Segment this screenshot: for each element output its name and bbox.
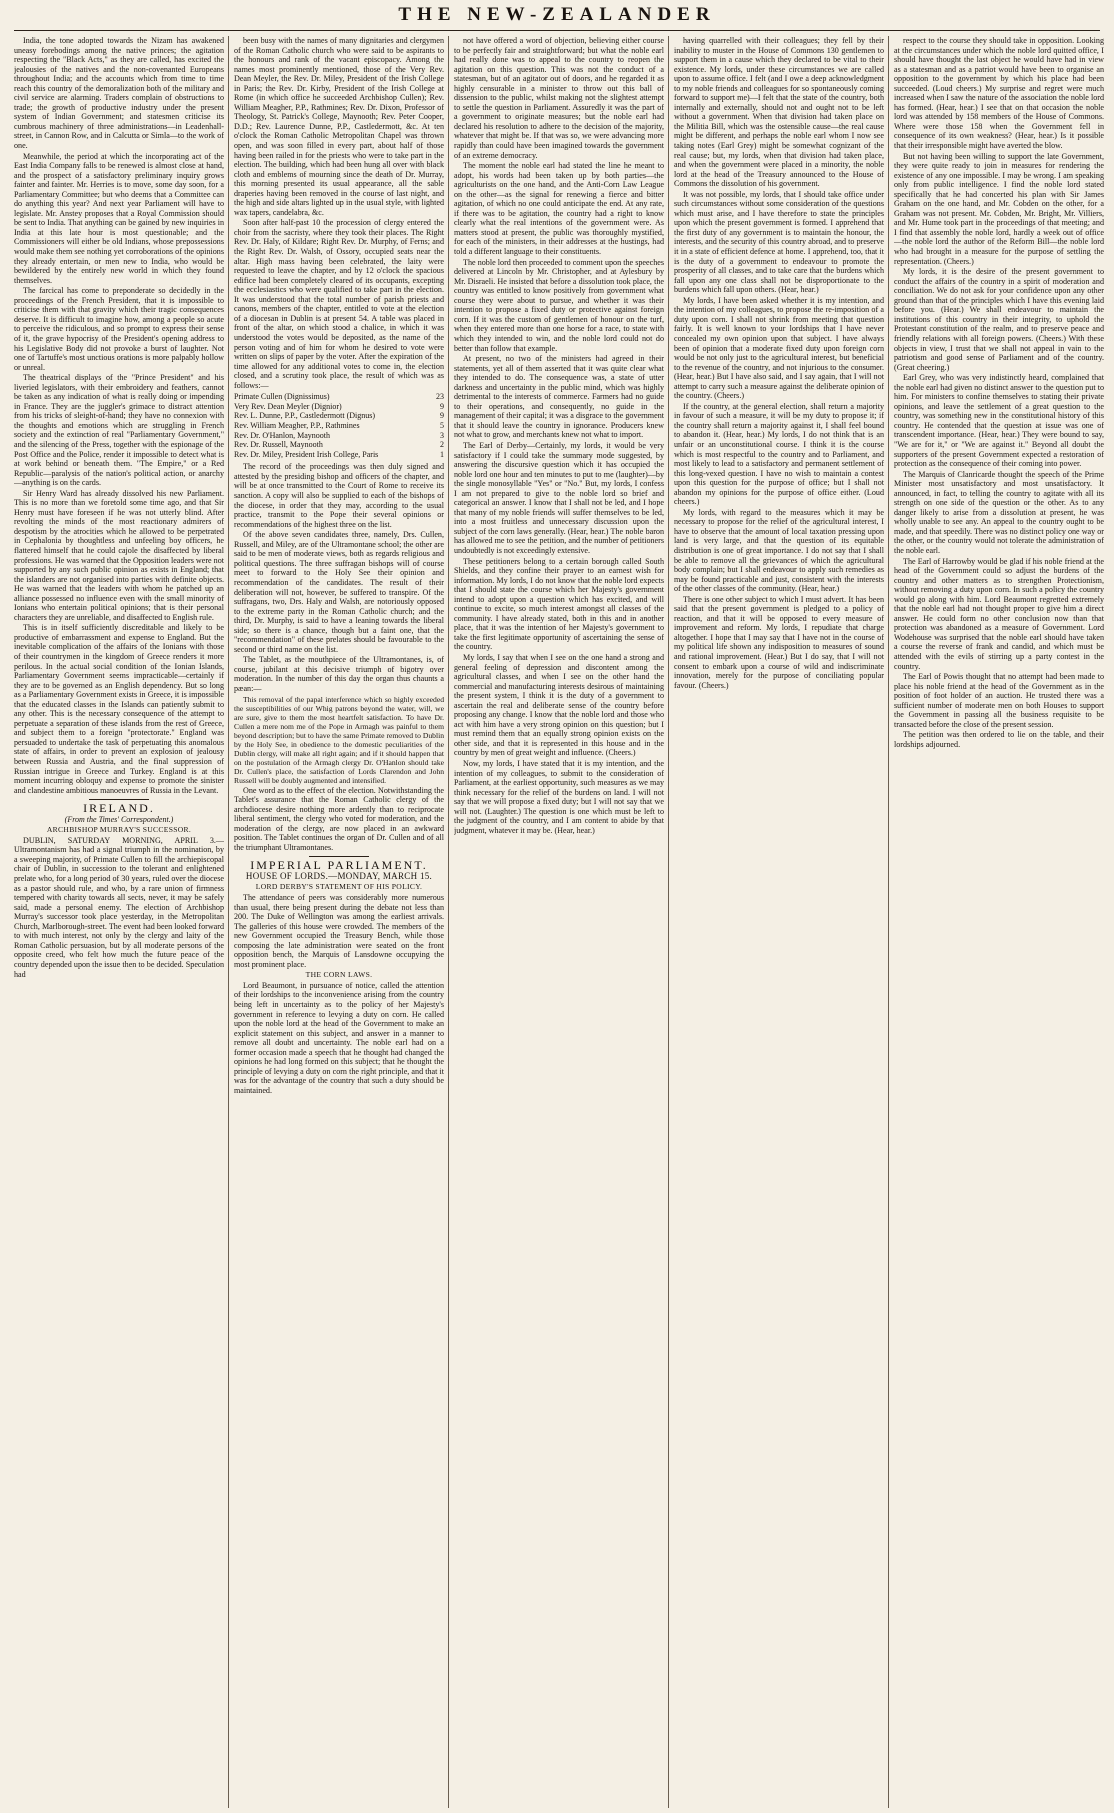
- article-paragraph: These petitioners belong to a certain borough called South Shields, and they confine their prayer to an earnest wish for information. My lords, I do not know that the noble lord expects that I should state the course which her Majesty's government intend to adopt upon a question which has excited, and will continue to excite, so much interest amongst all classes of the community. I have already stated, both in this and in another place, that it was the intention of her Majesty's government to take the first legitimate opportunity of ascertaining the sense of the country.: [454, 556, 664, 652]
- vote-count: 5: [440, 421, 444, 431]
- column-4: [674, 36, 884, 1806]
- article-paragraph: DUBLIN, SATURDAY MORNING, APRIL 3.—Ultramontanism has had a signal triumph in the nomination, by a sweeping majority, of Primate Cullen to fill the archiepiscopal chair of Dublin, in succession to the tolerant and enlightened prelate who, for a long period of 30 years, ruled over the diocese as a pastor should rule, and who, by a rare union of firmness tempered with charity towards all sects, never, it may be safely said, made a personal enemy. The election of Archbishop Murray's successor took place yesterday, in the Metropolitan Church, Marlborough-street. The event had been looked forward to with much interest, not only by the clergy and laity of the Roman Catholic persuasion, but by all moderate persons of the opposite creed, who felt how much the future peace of the country depended upon the issue then to be decided. Speculation had: [14, 835, 224, 979]
- article-paragraph: My lords, with regard to the measures which it may be necessary to propose for the relief of the agricultural interest, I have to observe that the amount of local taxation pressing upon land is very large, and that the question of its equitable distribution is one of great importance. I do not say that I shall be able to remove all the grievances of which the agricultural body complain; but I shall endeavour to apply such remedies as may be found practicable and just, consistent with the interests of the other classes of the community. (Hear, hear.): [674, 507, 884, 594]
- imperial-parliament-heading: IMPERIAL PARLIAMENT.: [250, 858, 428, 873]
- article-paragraph: My lords, I have been asked whether it is my intention, and the intention of my colleagues, to propose the re-imposition of a duty upon corn. I shall not shrink from meeting that question fairly. It is well known to your lordships that I have never concealed my own opinion upon that subject. I have always been of opinion that a moderate fixed duty upon foreign corn would be not only just to the agricultural interest, but beneficial to the revenue of the country, and not injurious to the consumer. (Hear, hear.) But I have also said, and I say again, that I will not attempt to carry such a measure against the deliberate opinion of the country. (Cheers.): [674, 295, 884, 401]
- vote-count: 3: [440, 430, 444, 440]
- vote-name: Rev. Dr. O'Hanlon, Maynooth: [234, 430, 331, 440]
- article-paragraph: Of the above seven candidates three, namely, Drs. Cullen, Russell, and Miley, are of the Ultramontane school; the other are said to be men of moderate views, both as regards religious and political questions. The three suffragan bishops will of course meet to forward to the Holy See their opinion and recommendation of the candidates. The result of their deliberation will not, however, be suffered to transpire. Of the suffragans, two, Drs. Haly and Walsh, are notoriously opposed to the extreme party in the Roman Catholic church; and the third, Dr. Murphy, is said to have a leaning towards the liberal side; so there is a chance, though but a faint one, that the "recommendation" of these prelates should be favourable to the second or third name on the list.: [234, 530, 444, 654]
- vote-name: Rev. L. Dunne, P.P., Castledermott (Dignus): [234, 411, 376, 421]
- column-5: [894, 36, 1104, 1806]
- vote-row: [234, 440, 444, 450]
- article-paragraph: One word as to the effect of the election. Notwithstanding the Tablet's assurance that the Roman Catholic clergy of the archdiocese desire nothing more ardently than to reciprocate liberal sentiment, the clergy who voted for moderation, and the moderation of the clergy, are now placed in an awkward position. The Tablet continues the organ of Dr. Cullen and of all the triumphant Ultramontanes.: [234, 785, 444, 852]
- article-paragraph: The farcical has come to preponderate so decidedly in the proceedings of the French President, that it is impossible to criticise them with that gravity which their tragic consequences deserve. It is difficult to imagine how, among a people so acute to perceive the ridiculous, and so prompt to express their sense of it, the grave hypocrisy of the President's opening address to his Legislative Body did not provoke a burst of laughter. Not one of Tartuffe's most unctious orations is more palpably hollow or unreal.: [14, 286, 224, 372]
- vote-row: [234, 392, 444, 402]
- article-paragraph: The attendance of peers was considerably more numerous than usual, there being present during the debate not less than 200. The Duke of Wellington was among the earliest arrivals. The galleries of this house were crowded. The members of the new Government occupied the Treasury Bench, while those composing the late administration were seated on the front opposition bench, the Marquis of Lansdowne occupying the most prominent place.: [234, 892, 444, 969]
- vote-count: 9: [440, 411, 444, 421]
- article-paragraph: The Earl of Powis thought that no attempt had been made to place his noble friend at the head of the Government as in the position of foot holder of an auction. He trusted there was a sufficient number of moderate men on both Houses to support the Government in passing all the business requisite to be transacted before the close of the present session.: [894, 672, 1104, 729]
- article-paragraph: Meanwhile, the period at which the incorporating act of the East India Company falls to be renewed is almost close at hand, and the prospect of a satisfactory preliminary inquiry grows fainter and fainter. Mr. Herries is to move, some day soon, for a Parliamentary Committee; but who deems that a Committee can do anything this year? And next year Parliament will have to legislate. Mr. Anstey proposes that a Royal Commission should be sent to India. That anything can be gained by new inquiries in India at this late hour is most questionable; and the Commissioners will either be old Indians, whose prepossessions would make them see nothing yet corroborations of the opinions they already entertain, or men new to India, who would be bewildered by the entirely new world in which they found themselves.: [14, 151, 224, 285]
- column-3: [454, 36, 664, 1806]
- masthead-rule: [14, 30, 1100, 31]
- article-paragraph: At present, no two of the ministers had agreed in their statements, yet all of them asserted that it was quite clear what they intended to do. The consequence was, a state of utter darkness and uncertainty in the public mind, which was highly detrimental to the interests of commerce. Farmers had no guide to their operations, and consequently, no guide in the management of their capital; it was a disgrace to the government that it should leave the country in ignorance. Producers knew not what to grow, and merchants knew not what to import.: [454, 354, 664, 440]
- vote-name: Rev. William Meagher, P.P., Rathmines: [234, 421, 360, 431]
- section-rule: [309, 856, 369, 857]
- column-divider: [448, 36, 449, 1808]
- vote-count: 9: [440, 401, 444, 411]
- article-paragraph: been busy with the names of many dignitaries and clergymen of the Roman Catholic church who were said to be aspirants to the honours and rank of the vacant episcopacy. Among the names most prominently mentioned, those of the Very Rev. Dean Meyler, the Rev. Dr. Miley, President of the Irish College in Paris; the Rev. Dr. Kirby, President of the Irish College at Rome (in which office he succeeded Archbishop Cullen); Rev. William Meagher, P.P., Rathmines; Rev. Dr. Dixon, Professor of Theology, St. Patrick's College, Maynooth; Rev. Peter Cooper, D.D.; Rev. Laurence Dunne, P.P., Castledermott, &c. At ten o'clock the Roman Catholic Metropolitan Chapel was thrown open, and was soon filled in every part, about half of those having been railed in for the priests who were to take part in the election. The building, which had been hung all over with black cloth and emblems of mourning since the death of Dr. Murray, this morning presented its usual appearance, all the sable draperies having been removed in the course of last night, and the high and side altars lighted up in the usual style, with lighted wax tapers, candelabra, &c.: [234, 36, 444, 217]
- article-paragraph: The theatrical displays of the "Prince President" and his liveried legislators, with their embroidery and feathers, cannot be taken as any indication of what is really doing or impending in France. They are the juggler's grimace to distract attention from his tricks of sleight-of-hand; they have no connexion with the thoughts and emotions which are struggling in French society and the extinction of real "Parliamentary Government," and the silencing of the Press, together with the espionage of the Post Office and the Police, render it impossible to detect what is at work behind or beneath them. "The Empire," or a Red Republic—paralysis of the nation's political action, or anarchy—anything is on the cards.: [14, 373, 224, 488]
- corn-laws-heading: THE CORN LAWS.: [305, 970, 373, 980]
- article-paragraph: Sir Henry Ward has already dissolved his new Parliament. This is no more than we foretold some time ago, and that Sir Henry must have foreseen if he was not utterly blind. After revolting the minds of the most reactionary admirers of despotism by the atrocities which he allowed to be perpetrated in Cephalonia by thoughtless and unfeeling boy officers, he flattered himself that he could cajole the disaffected by liberal professions. He was warned that the Opposition leaders were not supported by any such public opinion as exists in England; that the islanders are not organised into parties with definite objects. He was warned that the leaders with whom he patched up an alliance possessed no influence even with the small minority of Ionians who entertain political opinions; that is their personal characters they are unreliable, and disaffected to English rule.: [14, 488, 224, 622]
- masthead: THE NEW-ZEALANDER: [398, 4, 716, 25]
- vote-name: Very Rev. Dean Meyler (Dignior): [234, 401, 342, 411]
- article-paragraph: respect to the course they should take in opposition. Looking at the circumstances under which the noble lord quitted office, I should have thought the last object he would have had in view as a statesman and as a patriot would have been to organise an opposition to the government by which his place had been succeeded. (Loud cheers.) My surprise and regret were much increased when I saw the nature of the association the noble lord has formed. (Hear, hear.) I see that on that occasion the noble lord was attended by 158 members of the House of Commons. Where were those 158 when the Government fell in consequence of its own weakness? (Hear, hear.) Is it possible that their irresponsible might have averted the blow.: [894, 36, 1104, 151]
- vote-table: [234, 392, 444, 459]
- vote-count: 23: [436, 392, 444, 402]
- article-paragraph: Earl Grey, who was very indistinctly heard, complained that the noble earl had given no distinct answer to the question put to him. For ministers to confine themselves to stating their private opinions, and leave the settlement of a great question to the country, was something new in the constitutional history of this country. He contended that the question at issue was one of transcendent importance. (Hear, hear.) They were bound to say, "We are for it," or "We are against it." Beyond all doubt the supporters of the present Government expected a restoration of protection as the consequence of their coming into power.: [894, 373, 1104, 469]
- article-paragraph: The noble lord then proceeded to comment upon the speeches delivered at Lincoln by Mr. Christopher, and at Aylesbury by Mr. Disraeli. He insisted that before a dissolution took place, the country was entitled to know positively from government what course they were about to pursue, and whether it was their intention to propose a fixed duty or protective against foreign corn. If it was the custom of gentlemen of honour on the turf, when they entered more than one horse for a race, to state with which they intended to win, and the noble lord could not do better than follow that example.: [454, 257, 664, 353]
- article-paragraph: But not having been willing to support the late Government, they were quite ready to join in measures for rendering the existence of any one impossible. I may be wrong. I am speaking only from public intelligence. I find the noble lord stated specifically that he had concerted his plan with Sir James Graham on the one hand, and Mr. Cobden on the other, for a Graham was not present. Mr. Cobden, Mr. Bright, Mr. Villiers, and Mr. Hume took part in the proceedings of that meeting; and I find that assembly the noble lord, hardly a week out of office—the noble lord the author of the Reform Bill—the noble lord who had brought in a measure for the purpose of settling the representation. (Cheers.): [894, 151, 1104, 266]
- article-paragraph: having quarrelled with their colleagues; they fell by their inability to muster in the House of Commons 130 gentlemen to support them in a cause which they declared to be vital to their existence. My lords, under these circumstances we are called upon to assume office. I felt (and I owe a deep acknowledgment to my noble friends and colleagues for so spontaneously coming forward to support me)—I felt that the state of the country, both internally and externally, should not and ought not to be left without a government. When that division had taken place on the Militia Bill, which was the ostensible cause—the real cause might be different, and perhaps the noble earl whom I now see taking notes (Earl Grey) might be somewhat cognizant of the real cause; but, my lords, when that division had taken place, and when the government were placed in a minority, the noble lord at the head of the Treasury announced to the House of Commons the dissolution of his government.: [674, 36, 884, 189]
- article-paragraph: If the country, at the general election, shall return a majority in favour of such a measure, it will be my duty to propose it; if the country shall return a majority against it, I shall feel bound to abandon it. (Hear, hear.) My lords, I do not think that is an unfair or an unconstitutional course. I think it is the course which is most respectful to the country and to Parliament, and most likely to lead to a satisfactory and permanent settlement of this long-vexed question. I have no wish to maintain a contest upon this question for the purpose of office; but I shall not abandon my opinions for the purpose of office either. (Loud cheers.): [674, 401, 884, 507]
- vote-name: Rev. Dr. Russell, Maynooth: [234, 440, 323, 450]
- article-paragraph: My lords, I say that when I see on the one hand a strong and general feeling of depression and discontent among the agricultural classes, and when I see on the other hand the commercial and manufacturing interests desirous of maintaining the present system, I think it is the duty of a government to ascertain the real and deliberate sense of the country before proposing any change. I know that the noble lord and those who act with him have a very strong opinion on this question; but I must remind them that an equally strong opinion exists on the other side, and that it is represented in this house and in the country by men of great weight and influence. (Cheers.): [454, 653, 664, 758]
- article-paragraph: The Earl of Harrowby would be glad if his noble friend at the head of the Government could so adjust the burdens of the country and other matters as to strengthen Protectionism, without removing a duty upon corn. In such a policy the country would go along with him. Lord Beaumont regretted extremely that the noble earl had not thought proper to give him a direct answer. He could form no other conclusion now than that protection was abandoned as a measure of Government. Lord Wodehouse was surprised that the noble earl should have taken a course the reverse of frank and candid, and which must be attended with the evils of stirring up a party contest in the country.: [894, 556, 1104, 671]
- article-paragraph: The moment the noble earl had stated the line he meant to adopt, his words had been taken up by both parties—the agriculturists on the one hand, and the Anti-Corn Law League on the other—as the signal for renewing a fierce and bitter agitation, of which no one could anticipate the end. At any rate, if there was to be agitation, the country had a right to know clearly what the real intentions of the government were. As matters stood at present, the public was thoroughly mystified, for each of the ministers, in their addresses at the hustings, had told a different language to their constituents.: [454, 161, 664, 257]
- article-paragraph: The Tablet, as the mouthpiece of the Ultramontanes, is, of course, jubilant at this decisive triumph of bigotry over moderation. In the number of this day the organ thus chaunts a pæan:—: [234, 655, 444, 693]
- article-paragraph: My lords, it is the desire of the present government to conduct the affairs of the country in a spirit of moderation and conciliation. We do not ask for your confidence upon any other ground than that of the principles which I have this evening laid before you. (Hear.) We shall endeavour to maintain the institutions of this country in their integrity, to uphold the Protestant constitution of the realm, and to preserve peace and friendly relations with all foreign powers. (Cheers.) With these objects in view, I trust that we shall not appeal in vain to the patriotism and good sense of Parliament and of the country. (Great cheering.): [894, 267, 1104, 372]
- quoted-paragraph: This removal of the papal interference which so highly exceeded the susceptibilities of our Whig patrons beyond the water, will, we are sure, give to them the most heartfelt satisfaction. To have Dr. Cullen a mere nom me of the Pope in Armagh was painful to them beyond description; but to have the same Primate removed to Dublin by the Holy See, in obedience to the domestic peculiarities of the Dublin clergy, will make all right again; and if it should happen that on the postulation of the Armagh clergy Dr. O'Hanlon should take Dr. Cullen's place, the satisfaction of Lords Clarendon and John Russell will be doubly augmented and intensified.: [234, 694, 444, 785]
- article-paragraph: not have offered a word of objection, believing either course to be perfectly fair and straightforward; but what the noble earl had really done was to appeal to the country to reopen the agitation on this question. This was not the conduct of a statesman, but of an agitator out of doors, and he regarded it as highly censurable in a minister to throw out this ball of dissension to the public, whilst making not the slightest attempt to settle the question in Parliament. Assuredly it was the part of a government to originate measures; but the noble earl had declared his resolution to adhere to the decision of the majority, whatever that might be. If that was so, we were advancing more rapidly than could have been imagined towards the government of an extreme democracy.: [454, 36, 664, 160]
- section-rule: [89, 799, 149, 800]
- article-paragraph: The Earl of Derby—Certainly, my lords, it would be very satisfactory if I could take the summary mode suggested, by answering the discursive question which it has occupied the noble lord one hour and ten minutes to put to me (laughter)—by the single monosyllable "Yes" or "No." But, my lords, I confess I am not prepared to give to the noble lord so brief and categorical an answer. I know that I shall not be led, and I hope that many of my noble friends will suffer themselves to be led, into a most fruitless and unnecessary discussion upon the subject of the corn laws generally. (Hear, hear.) The noble baron has allowed me to see the petition, and the number of petitioners undoubtedly is not exceedingly extensive.: [454, 440, 664, 555]
- vote-count: 2: [440, 440, 444, 450]
- article-paragraph: The petition was then ordered to lie on the table, and their lordships adjourned.: [894, 730, 1104, 749]
- article-paragraph: The record of the proceedings was then duly signed and attested by the presiding bishop and officers of the chapter, and will be at once transmitted to the Court of Rome to receive its sanction. A copy will also be supplied to each of the bishops of the diocese, in order that they may, according to the usual practice, transmit to the Pope their several opinions or recommendations of the highest three on the list.: [234, 462, 444, 529]
- vote-row: [234, 421, 444, 431]
- column-divider: [228, 36, 229, 1808]
- article-paragraph: Now, my lords, I have stated that it is my intention, and the intention of my colleagues, to submit to the consideration of Parliament, at the earliest opportunity, such measures as we may think necessary for the relief of the burdens on land. I will not say that we will propose a fixed duty; but I will not say that we will not. (Laughter.) The question is one which must be left to the judgment of the country, and I am content to abide by that judgment, whatever it may be. (Hear, hear.): [454, 759, 664, 835]
- derby-statement-heading: LORD DERBY'S STATEMENT OF HIS POLICY.: [255, 882, 423, 892]
- vote-row: [234, 402, 444, 412]
- article-paragraph: This is in itself sufficiently discreditable and likely to be productive of embarrassment and expense to England. But the inevitable complication of the affairs of the Ionians with those of their countrymen in the kingdom of Greece renders it more perilous. In the actual social condition of the Ionian Islands, Parliamentary Government seems impracticable—certainly if they are to be governed as an English dependency. But so long as a Parliamentary Government exists in Greece, it is impossible that the educated classes in the Islands can patiently submit to any other. This is the necessary consequence of the attempt to perpetuate a separation of these islands from the rest of Greece, and subject them to a foreign "protectorate." England was persuaded to undertake the task of perpetuating this anomalous state of affairs, in order to prevent an explosion of jealousy between Russia and Austria, and the final suppression of Russian intrigue in Greece and Turkey. England is at this moment incurring obloquy and expense to promote the sinister and clandestine ambitious manoeuvres of Russia in the Levant.: [14, 623, 224, 795]
- article-paragraph: Lord Beaumont, in pursuance of notice, called the attention of their lordships to the inconvenience arising from the country being left in uncertainty as to the policy of her Majesty's government in reference to levying a duty on corn. He called upon the noble lord at the head of the Government to make an explicit statement on this subject, and answer in a manner to remove all doubt and uncertainty. The noble earl had on a former occasion made a speech that he thought had changed the opinions he had long formed on this subject; that he thought the principle of levying a duty on corn the right principle, and that it was for the advantage of the country that such a duty should be maintained.: [234, 980, 444, 1095]
- vote-name: Primate Cullen (Dignissimus): [234, 392, 330, 402]
- article-paragraph: Soon after half-past 10 the procession of clergy entered the choir from the sacristy, where they took their places. The Right Rev. Dr. Haly, of Kildare; Right Rev. Dr. Murphy, of Ferns; and the Right Rev. Dr. Walsh, of Ossory, occupied seats near the altar. High mass having been celebrated, the laity were requested to leave the chapter, and by 12 o'clock the spacious edifice had been completely cleared of its occupants, excepting the ecclesiastics who were qualified to take part in the election. It was understood that the total number of parish priests and canons, members of the chapter, entitled to vote at the election of a diocesan in Dublin is at present 54. A table was placed in front of the altar, on which stood a chalice, in which it was understood the votes would be deposited, as the name of the person voting and of him for whom he desired to vote were written on slips of paper by the voter. After the expiration of the time allowed for any additional votes to come in, the election closed, and a scrutiny took place, the result of which was as follows:—: [234, 218, 444, 390]
- article-paragraph: There is one other subject to which I must advert. It has been said that the present government is pledged to a policy of reaction, and that it will be opposed to every measure of improvement and reform. My lords, I repudiate that charge altogether. I hope that I may say that I have not in the course of my political life shown any indisposition to measures of sound and rational improvement. (Hear.) But I do say, that I will not consent to embark upon a course of wild and indiscriminate innovation, merely for the purpose of conciliating popular favour. (Cheers.): [674, 594, 884, 690]
- column-divider: [668, 36, 669, 1808]
- ireland-subheading: ARCHBISHOP MURRAY'S SUCCESSOR.: [46, 825, 192, 835]
- ireland-heading: IRELAND.: [83, 801, 155, 816]
- ireland-source: (From the Times' Correspondent.): [64, 814, 174, 824]
- vote-row: [234, 431, 444, 441]
- vote-name: Rev. Dr. Miley, President Irish College, Paris: [234, 449, 379, 459]
- column-divider: [888, 36, 889, 1808]
- article-paragraph: India, the tone adopted towards the Nizam has awakened uneasy forebodings among the native princes; the agitation respecting the "Black Acts," as they are called, has excited the jealousies of the natives and the non-covenanted Europeans throughout India; and the accounts which from time to time reach this country of the demoralization both of the military and civil service are alarming. Traders complain of obstructions to trade; the growth of productive industry under the present system of Indian Government; and statesmen criticise its cumbrous machinery of three administrations—in Leadenhall-street, in Cannon Row, and in Calcutta or Simla—to the work of one.: [14, 36, 224, 151]
- house-of-lords-heading: HOUSE OF LORDS.—MONDAY, MARCH 15.: [245, 870, 433, 881]
- column-1: [14, 36, 224, 1806]
- article-paragraph: The Marquis of Clanricarde thought the speech of the Prime Minister most unsatisfactory and most unsatisfactory. It announced, in fact, to telling the country to agitate with all its strength on one side of the question or the other. As to any danger likely to arise from a dissolution at present, he was wholly unable to see any. An appeal to the country ought to be made, and that speedily. There was no distinct policy one way or the other, or the country would not tolerate the administration of the noble earl.: [894, 469, 1104, 555]
- vote-count: 1: [440, 449, 444, 459]
- article-paragraph: It was not possible, my lords, that I should take office under such circumstances without some consideration of the questions which must arise, and I have therefore to state the principles upon which the present government is formed. I apprehend that the first duty of any government is to maintain the honour, the interests, and the security of this country abroad, and to preserve it in a state of efficient defence at home. I apprehend, too, that it is the duty of a government to endeavour to promote the prosperity of all classes, and to take care that the burdens which fall upon any one class shall not be disproportionate to the burdens which fall upon others. (Hear, hear.): [674, 189, 884, 295]
- vote-row: [234, 411, 444, 421]
- column-2: [234, 36, 444, 1806]
- vote-row: [234, 450, 444, 460]
